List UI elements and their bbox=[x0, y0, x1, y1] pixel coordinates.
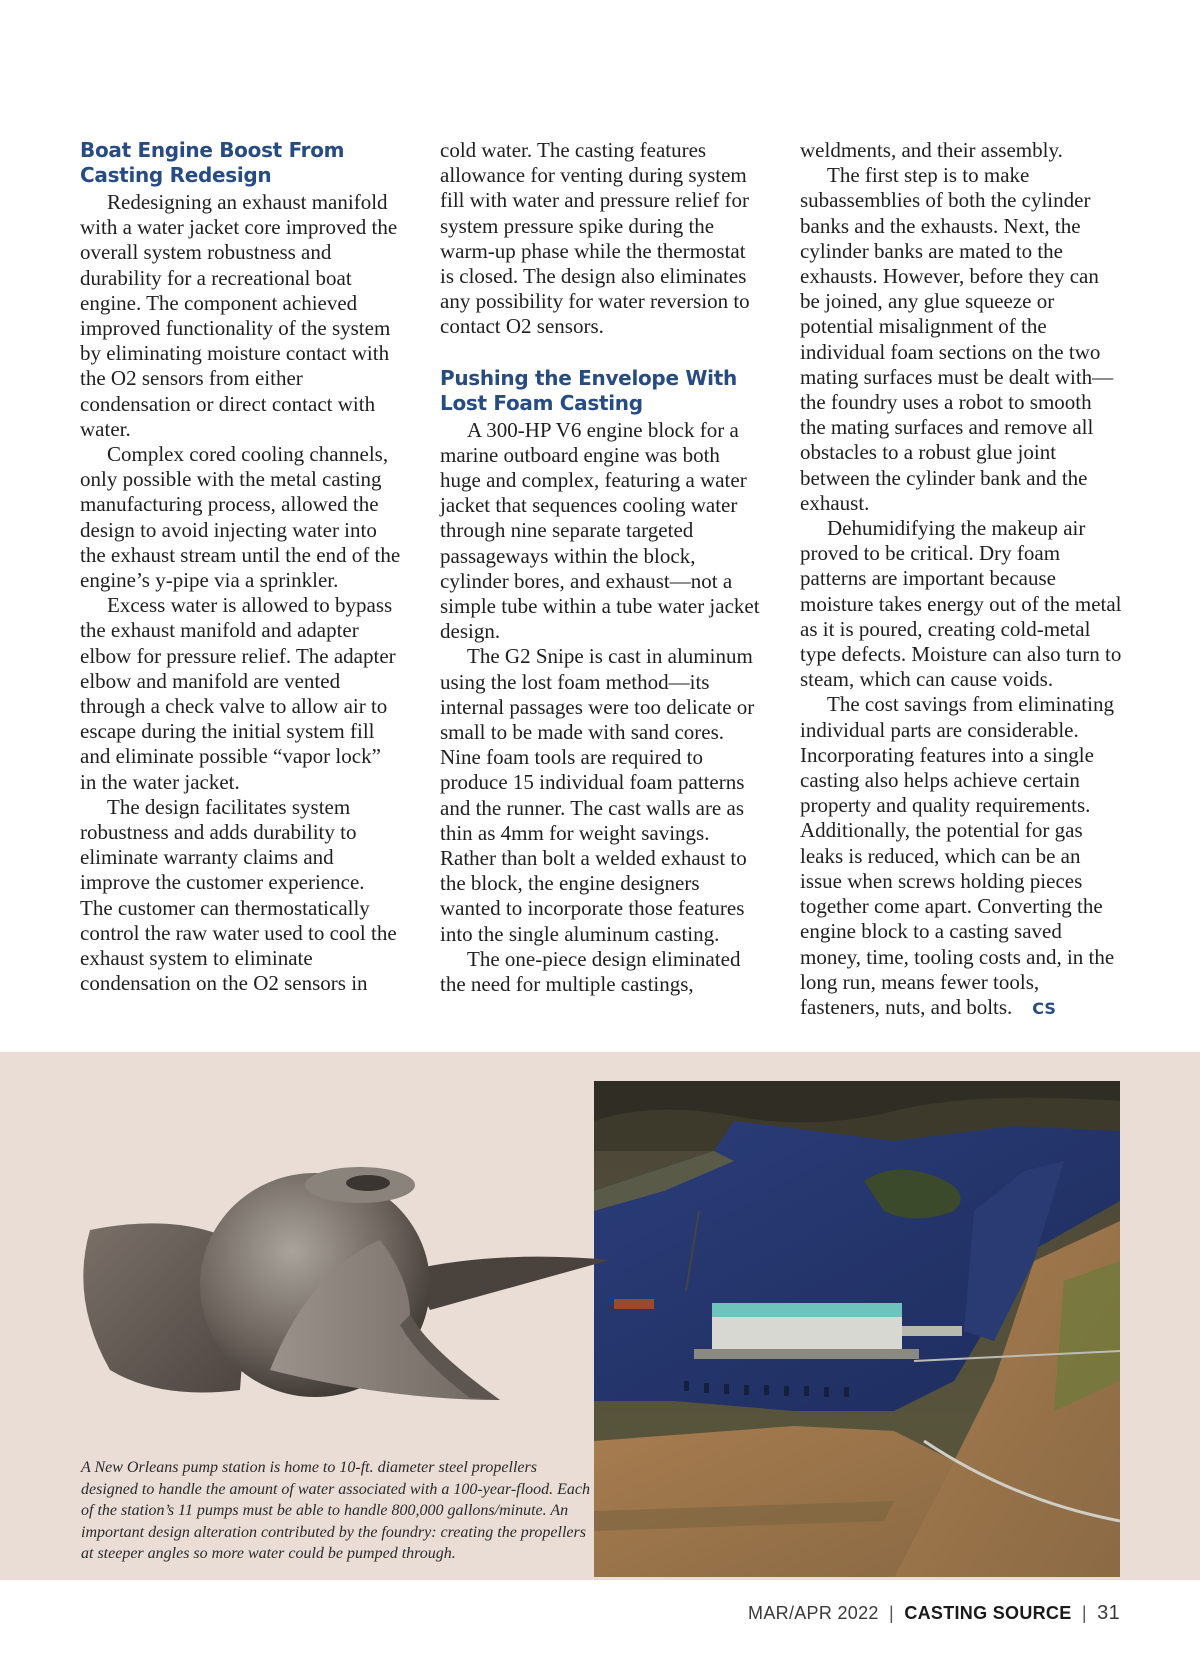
publication-name: CASTING SOURCE bbox=[904, 1603, 1072, 1623]
end-of-article-mark: CS bbox=[1032, 998, 1056, 1018]
steel-propeller-photo bbox=[50, 1100, 610, 1420]
body-paragraph: Complex cored cooling channels, only possible with the metal casting manufacturing process, allowed the design to avoid injecting water into the exhaust stream until the end of the engine’s y-pipe via a sprinkler. bbox=[80, 442, 401, 593]
article-column-1 bbox=[80, 138, 402, 997]
section-heading-lost-foam: Pushing the Envelope With Lost Foam Casting bbox=[440, 365, 737, 415]
body-paragraph: Redesigning an exhaust manifold with a water jacket core improved the overall system robustness and durability for a recreational boat engine. The component achieved improved functionality of the system by eliminating moisture contact with the O2 sensors from either condensation or direct contact with water. bbox=[80, 190, 398, 441]
photo-caption: A New Orleans pump station is home to 10-ft. diameter steel propellers designed to handle the amount of water associated with a 100-year-flood. Each of the station’s 11 pumps must be able to handle 800,000 gallons/minute. An important design alteration contributed by the foundry: creating the propellers at steeper angles so more water could be pumped through. bbox=[81, 1459, 590, 1562]
page-number: 31 bbox=[1097, 1602, 1120, 1624]
body-paragraph: The G2 Snipe is cast in aluminum using the lost foam method—its internal passages were too delicate or small to be made with sand cores. Nine foam tools are required to produce 15 individual foam patterns and the runner. The cast walls are as thin as 4mm for weight savings. Rather than bolt a welded exhaust to the block, the engine designers wanted to incorporate those features into the single aluminum casting. bbox=[440, 644, 755, 946]
body-paragraph-text: The cost savings from eliminating individual parts are considerable. Incorporating features into a single casting also helps achieve certain property and quality requirements. Additionally, the potential for gas leaks is reduced, which can be an issue when screws holding pieces together come apart. Converting the engine block to a casting saved money, time, tooling costs and, in the long run, means fewer tools, fasteners, nuts, and bolts. bbox=[800, 692, 1115, 1019]
body-paragraph: Dehumidifying the makeup air proved to be critical. Dry foam patterns are important because moisture takes energy out of the metal as it is poured, creating cold-metal type defects. Moisture can also turn to steam, which can cause voids. bbox=[800, 516, 1122, 692]
article-column-3 bbox=[800, 138, 1122, 1021]
article-column-2 bbox=[440, 138, 762, 997]
body-paragraph: The first step is to make subassemblies of both the cylinder banks and the exhausts. Next, the cylinder banks are mated to the exhausts. However, before they can be joined, any glue squeeze or potential misalignment of the individual foam sections on the two mating surfaces must be dealt with—the foundry uses a robot to smooth the mating surfaces and remove all obstacles to a robust glue joint between the cylinder bank and the exhaust. bbox=[800, 163, 1114, 515]
body-paragraph: Excess water is allowed to bypass the exhaust manifold and adapter elbow for pressure relief. The adapter elbow and manifold are vented through a check valve to allow air to escape during the initial system fill and eliminate possible “vapor lock” in the water jacket. bbox=[80, 593, 396, 794]
footer-separator: | bbox=[889, 1603, 894, 1623]
body-paragraph-continued: weldments, and their assembly. bbox=[800, 138, 1063, 162]
body-paragraph: The design facilitates system robustness and adds durability to eliminate warranty claims and improve the customer experience. The customer can thermostatically control the raw water used to cool the exhaust system to eliminate condensation on the O2 sensors in bbox=[80, 794, 397, 996]
aerial-photo-pump-station bbox=[594, 1081, 1120, 1577]
page-footer bbox=[748, 1602, 1120, 1625]
body-paragraph-continued: cold water. The casting features allowance for venting during system fill with water and pressure relief for system pressure spike during the warm-up phase while the thermostat is closed. The design also eliminates any possibility for water reversion to contact O2 sensors. bbox=[440, 138, 750, 339]
footer-separator: | bbox=[1081, 1603, 1087, 1623]
issue-date: MAR/APR 2022 bbox=[748, 1603, 879, 1623]
body-paragraph bbox=[800, 692, 1122, 1021]
body-paragraph: A 300-HP V6 engine block for a marine outboard engine was both huge and complex, featuring a water jacket that sequences cooling water through nine separate targeted passageways within the block, cylinder bores, and exhaust—not a simple tube within a tube water jacket design. bbox=[440, 417, 760, 644]
body-paragraph: The one-piece design eliminated the need for multiple castings, bbox=[440, 946, 741, 997]
section-heading-boat-engine: Boat Engine Boost From Casting Redesign bbox=[80, 138, 345, 187]
